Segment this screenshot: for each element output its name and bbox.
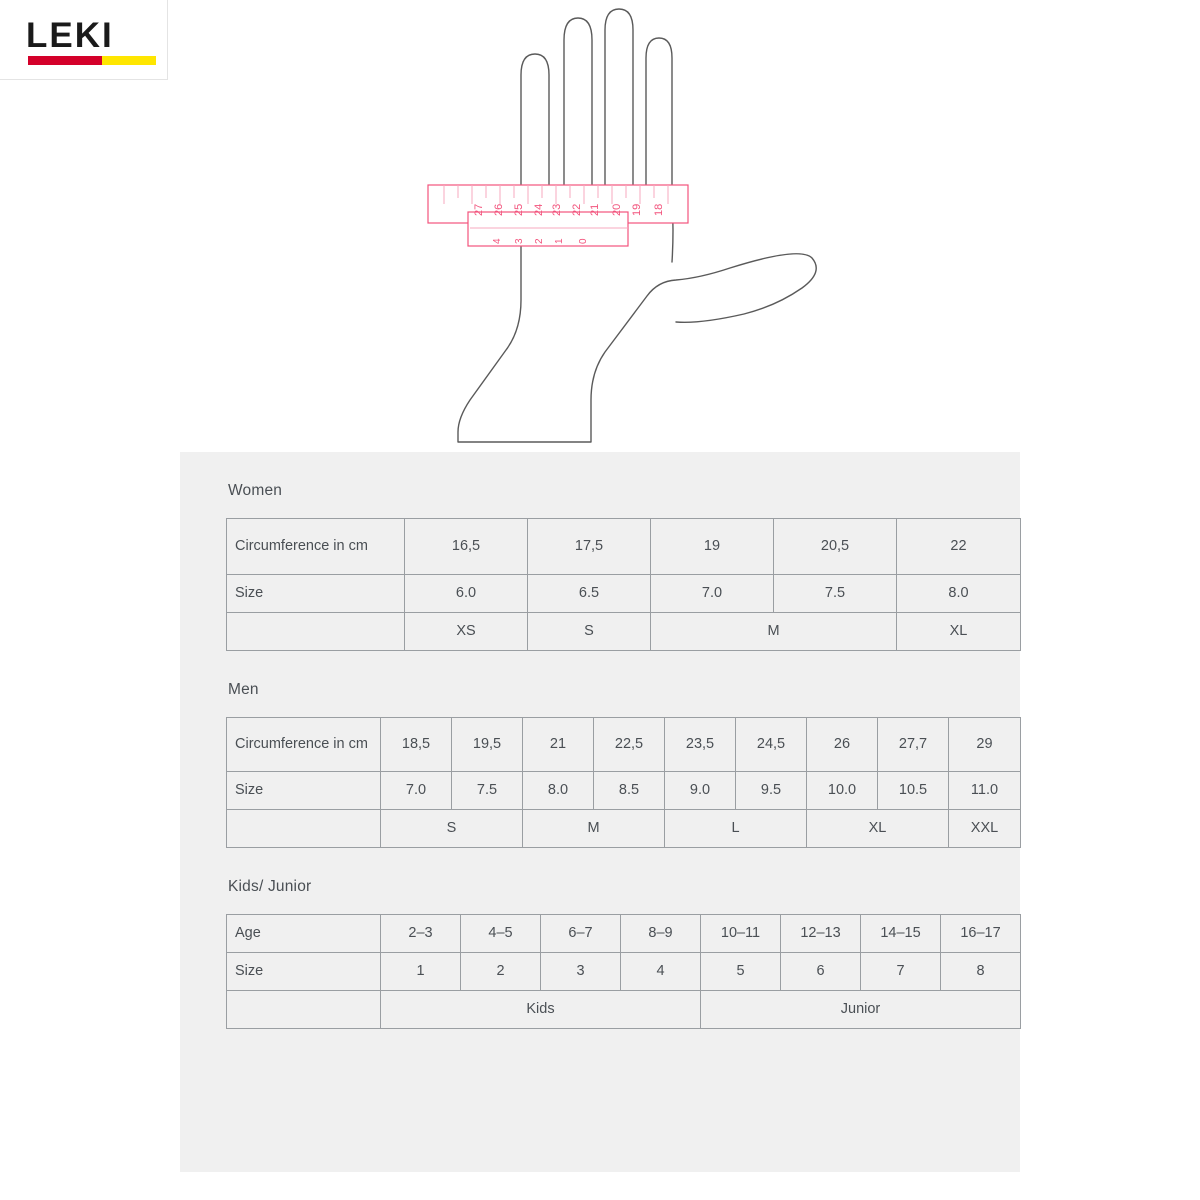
- svg-text:21: 21: [589, 203, 601, 216]
- table-row: [227, 519, 1021, 575]
- table-cell: 4: [621, 953, 701, 991]
- table-row: [227, 613, 1021, 651]
- svg-text:26: 26: [493, 203, 505, 216]
- table-cell: 20,5: [774, 519, 897, 575]
- table-cell: 27,7: [878, 718, 949, 772]
- brand-bar-red: [28, 56, 102, 65]
- brand-color-bars: [28, 56, 156, 65]
- table-cell: 16,5: [405, 519, 528, 575]
- table-cell: S: [528, 613, 651, 651]
- row-label-empty: [227, 810, 381, 848]
- section-women: [226, 482, 974, 651]
- table-cell: 22,5: [594, 718, 665, 772]
- table-cell: 24,5: [736, 718, 807, 772]
- table-cell: 1: [381, 953, 461, 991]
- row-label-empty: [227, 991, 381, 1029]
- table-cell: 10–11: [701, 915, 781, 953]
- svg-text:1: 1: [554, 238, 565, 244]
- svg-text:18: 18: [653, 203, 665, 216]
- table-cell: 14–15: [861, 915, 941, 953]
- table-cell: S: [381, 810, 523, 848]
- table-cell: 2–3: [381, 915, 461, 953]
- table-cell: 5: [701, 953, 781, 991]
- table-row: [227, 575, 1021, 613]
- row-label: Size: [227, 575, 405, 613]
- table-row: [227, 991, 1021, 1029]
- svg-text:23: 23: [551, 203, 563, 216]
- table-cell: 8.5: [594, 772, 665, 810]
- svg-text:24: 24: [533, 203, 545, 216]
- svg-text:20: 20: [611, 203, 623, 216]
- section-men: [226, 681, 999, 848]
- row-label: Size: [227, 772, 381, 810]
- table-cell: 16–17: [941, 915, 1021, 953]
- table-cell: 8–9: [621, 915, 701, 953]
- table-cell: 7.0: [651, 575, 774, 613]
- size-table-women: [226, 518, 1021, 651]
- table-cell: 7.5: [452, 772, 523, 810]
- table-cell: XL: [807, 810, 949, 848]
- table-cell: 7.0: [381, 772, 452, 810]
- svg-text:3: 3: [514, 238, 525, 244]
- table-cell: 19: [651, 519, 774, 575]
- table-cell: XL: [897, 613, 1021, 651]
- table-cell: 29: [949, 718, 1021, 772]
- table-cell: 21: [523, 718, 594, 772]
- svg-text:2: 2: [534, 238, 545, 244]
- table-cell: 3: [541, 953, 621, 991]
- table-cell: 17,5: [528, 519, 651, 575]
- table-cell: 8.0: [523, 772, 594, 810]
- svg-text:19: 19: [631, 203, 643, 216]
- table-cell: 4–5: [461, 915, 541, 953]
- table-cell: 10.5: [878, 772, 949, 810]
- table-row: [227, 718, 1021, 772]
- table-cell: 12–13: [781, 915, 861, 953]
- table-row: [227, 810, 1021, 848]
- table-row: [227, 915, 1021, 953]
- table-row: [227, 953, 1021, 991]
- svg-text:0: 0: [578, 238, 589, 244]
- table-cell: XS: [405, 613, 528, 651]
- table-cell: 9.0: [665, 772, 736, 810]
- table-cell: 11.0: [949, 772, 1021, 810]
- table-cell: Kids: [381, 991, 701, 1029]
- table-cell: 26: [807, 718, 878, 772]
- svg-text:4: 4: [492, 238, 503, 244]
- svg-text:27: 27: [473, 203, 485, 216]
- size-table-kids-junior: [226, 914, 1021, 1029]
- table-cell: 8.0: [897, 575, 1021, 613]
- table-cell: M: [651, 613, 897, 651]
- row-label: Circumference in cm: [227, 718, 381, 772]
- table-cell: 6.0: [405, 575, 528, 613]
- brand-wordmark: LEKI: [26, 16, 114, 55]
- table-cell: 8: [941, 953, 1021, 991]
- table-cell: 18,5: [381, 718, 452, 772]
- section-kids-junior: [226, 878, 1001, 1029]
- table-cell: 19,5: [452, 718, 523, 772]
- table-cell: 7.5: [774, 575, 897, 613]
- size-table-men: [226, 717, 1021, 848]
- brand-logo: [0, 0, 168, 80]
- table-cell: Junior: [701, 991, 1021, 1029]
- row-label-empty: [227, 613, 405, 651]
- table-cell: 10.0: [807, 772, 878, 810]
- measuring-tape: [428, 185, 688, 246]
- table-cell: 2: [461, 953, 541, 991]
- brand-bar-yellow: [102, 56, 156, 65]
- row-label: Age: [227, 915, 381, 953]
- size-chart-panel: [180, 452, 1020, 1172]
- table-cell: XXL: [949, 810, 1021, 848]
- row-label: Circumference in cm: [227, 519, 405, 575]
- table-cell: 22: [897, 519, 1021, 575]
- table-cell: 6: [781, 953, 861, 991]
- table-cell: 23,5: [665, 718, 736, 772]
- section-title-kids-junior: Kids/ Junior: [228, 878, 312, 895]
- row-label: Size: [227, 953, 381, 991]
- svg-text:25: 25: [513, 203, 525, 216]
- table-cell: 6–7: [541, 915, 621, 953]
- table-row: [227, 772, 1021, 810]
- svg-text:22: 22: [571, 203, 583, 216]
- table-cell: 7: [861, 953, 941, 991]
- table-cell: M: [523, 810, 665, 848]
- table-cell: 9.5: [736, 772, 807, 810]
- section-title-women: Women: [228, 482, 283, 499]
- table-cell: L: [665, 810, 807, 848]
- table-cell: 6.5: [528, 575, 651, 613]
- hand-with-measuring-tape-illustration: [400, 0, 880, 450]
- section-title-men: Men: [228, 681, 259, 698]
